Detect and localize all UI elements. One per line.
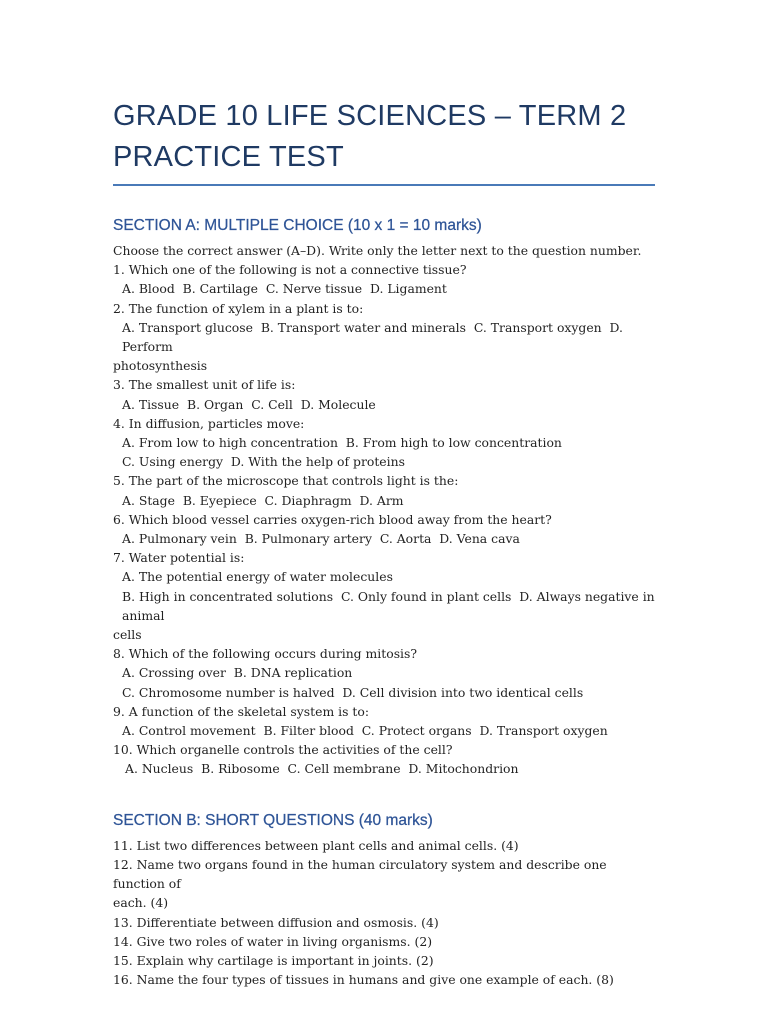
answer-options-line: A. Blood B. Cartilage C. Nerve tissue D. Ligament [122, 281, 447, 297]
question-line: 8. Which of the following occurs during mitosis? [113, 646, 418, 662]
document-title [113, 96, 656, 178]
answer-options-line: A. Stage B. Eyepiece C. Diaphragm D. Arm [122, 492, 404, 508]
answer-options-line: A. The potential energy of water molecules [122, 569, 393, 585]
question-line: photosynthesis [113, 358, 208, 374]
question-line: 14. Give two roles of water in living organisms. (2) [113, 933, 433, 949]
answer-options-line: A. Control movement B. Filter blood C. Protect organs D. Transport oxygen [122, 723, 608, 739]
answer-options-line: A. Tissue B. Organ C. Cell D. Molecule [122, 396, 376, 412]
question-line: Choose the correct answer (A–D). Write only the letter next to the question number. [113, 243, 642, 258]
question-line: 12. Name two organs found in the human circulatory system and describe one function of [113, 856, 611, 892]
question-line: 9. A function of the skeletal system is to: [113, 703, 370, 719]
question-line: 16. Name the four types of tissues in humans and give one example of each. (8) [113, 972, 614, 988]
question-line: cells [113, 627, 142, 643]
question-line: 5. The part of the microscope that controls light is the: [113, 473, 459, 489]
answer-options-line: C. Chromosome number is halved D. Cell division into two identical cells [122, 684, 584, 700]
question-line: 3. The smallest unit of life is: [113, 377, 296, 393]
question-line: 4. In diffusion, particles move: [113, 415, 305, 431]
answer-options-line: A. Transport glucose B. Transport water and minerals C. Transport oxygen D. Perform [122, 319, 627, 355]
question-line: 6. Which blood vessel carries oxygen-rich blood away from the heart? [113, 511, 552, 527]
section-a-heading: SECTION A: MULTIPLE CHOICE (10 x 1 = 10 marks) [113, 217, 482, 234]
title-underline-rule [113, 184, 655, 186]
answer-options-line: C. Using energy D. With the help of proteins [122, 454, 405, 470]
answer-options-line: B. High in concentrated solutions C. Only found in plant cells D. Always negative in animal [122, 588, 659, 623]
question-line: 10. Which organelle controls the activities of the cell? [113, 742, 453, 758]
section-b-heading: SECTION B: SHORT QUESTIONS (40 marks) [113, 811, 433, 829]
answer-options-line: A. Pulmonary vein B. Pulmonary artery C. Aorta D. Vena cava [122, 531, 520, 547]
title-line-2: PRACTICE TEST [113, 141, 344, 173]
question-line: 11. List two differences between plant cells and animal cells. (4) [113, 837, 519, 853]
answer-options-line: A. Nucleus B. Ribosome C. Cell membrane D. Mitochondrion [125, 761, 519, 777]
question-line: 15. Explain why cartilage is important in joints. (2) [113, 952, 434, 968]
section-b-body [113, 836, 656, 990]
question-line: 13. Differentiate between diffusion and osmosis. (4) [113, 914, 439, 930]
document-page [113, 96, 659, 989]
answer-options-line: A. From low to high concentration B. From high to low concentration [122, 435, 562, 451]
answer-options-line: A. Crossing over B. DNA replication [122, 665, 353, 681]
section-a-body [113, 241, 659, 779]
question-line: 2. The function of xylem in a plant is to: [113, 300, 364, 316]
question-line: each. (4) [113, 895, 169, 911]
title-line-1: GRADE 10 LIFE SCIENCES – TERM 2 [113, 100, 627, 132]
question-line: 1. Which one of the following is not a connective tissue? [113, 262, 467, 278]
question-line: 7. Water potential is: [113, 550, 245, 566]
